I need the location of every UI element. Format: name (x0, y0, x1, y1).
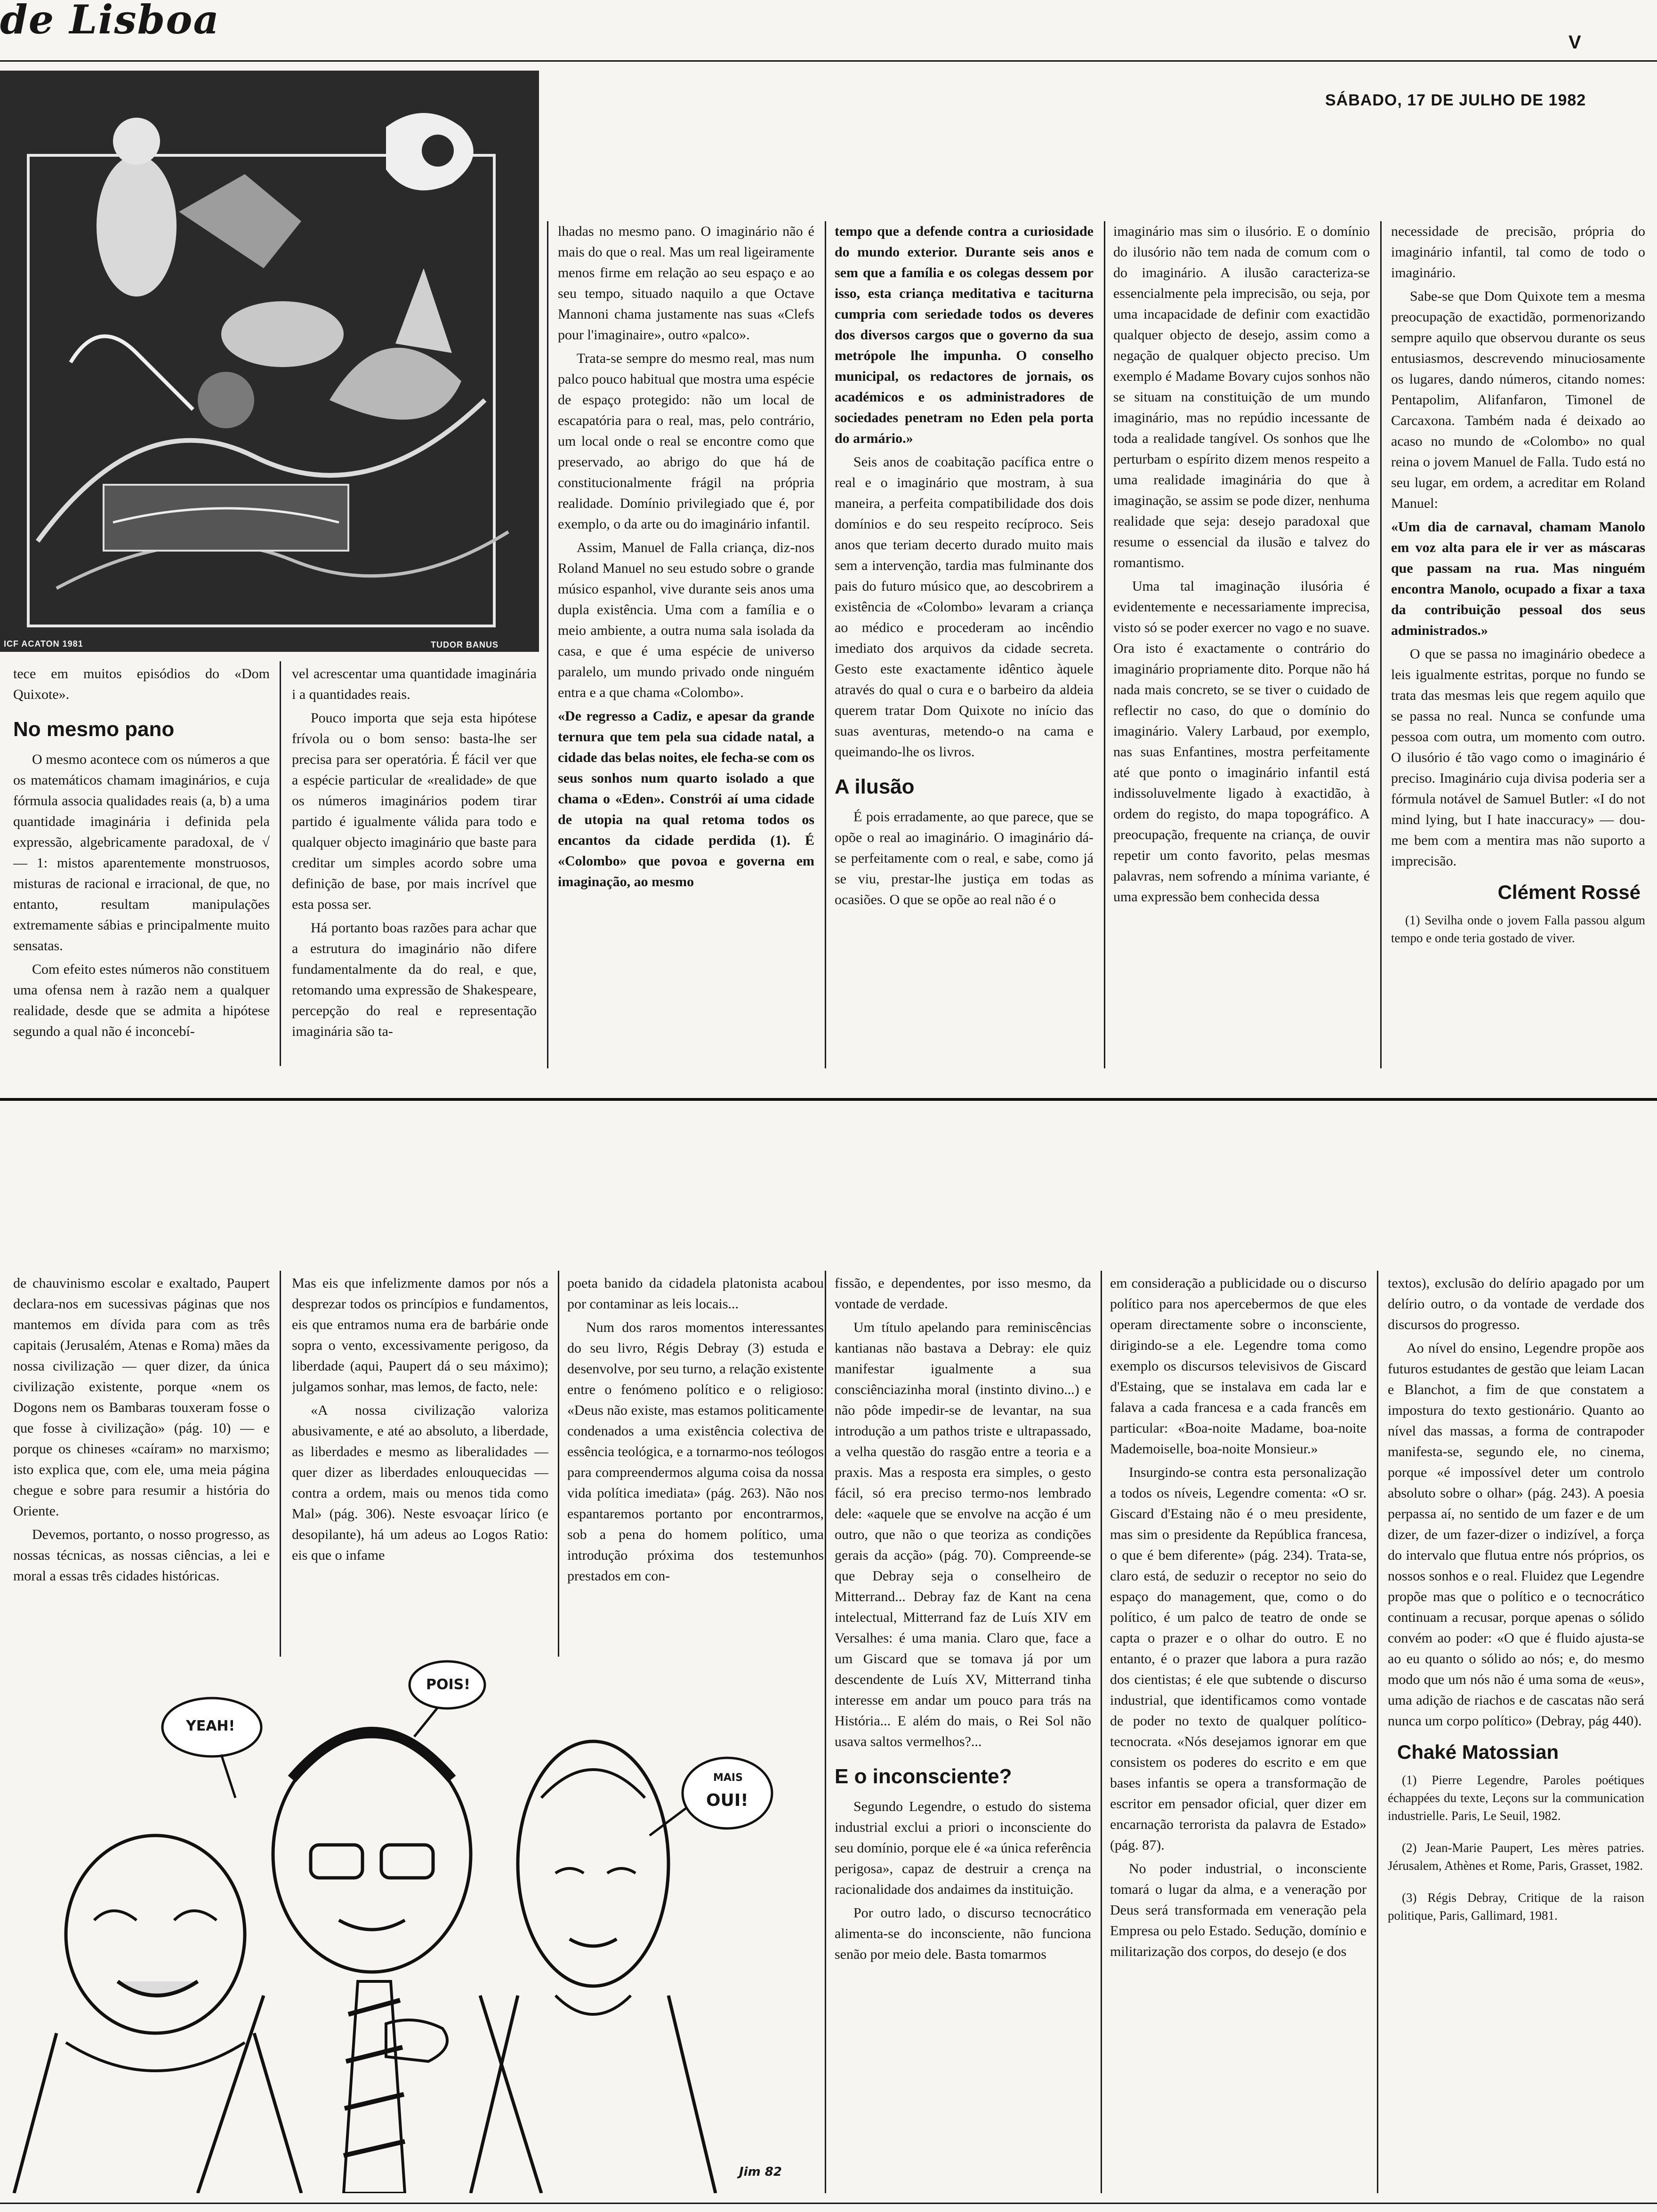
column-rule (1377, 1271, 1378, 2193)
quote-bold: tempo que a defende contra a curiosidade do mundo exterior. Durante seis anos e sem que a família e os colegas dessem por isso, esta criança meditativa e taciturna cumpria com seriedade todos os deveres dos diversos cargos que o governo da sua metrópole lhe impunha. O conselho municipal, os redactores de jornais, os académicos e os administradores de sociedades penetram no Eden pela porta do armário.» (835, 224, 1094, 446)
paragraph: Insurgindo-se contra esta personalização a todos os níveis, Legendre comenta: «O sr. Giscard d'Estaing não é o meu presidente, mas sim o presidente da República francesa, o que é bem diferente» (pág. 234). Trata-se, claro está, de seduzir o receptor no seio do espaço do management, que, como o do político, é um palco de teatro de onde se capta o prazer e o olhar do outro. E no entanto, é o prazer que labora a pura razão dos cientistas; é ele que subtende o discurso industrial, que identificamos como vontade de poder no texto de qualquer político-tecnocrata. «Nós desejamos ignorar em que consistem os poderes do escrito e em que bases infantis se opera a transformação de escritor em pensador oficial, quer dizer em encarnação terrorista da palavra de Estado» (pág. 87). (1110, 1465, 1367, 1853)
article1-column-1 (13, 664, 270, 1073)
column-rule (1101, 1271, 1102, 2193)
reference: (2) Jean-Marie Paupert, Les mères patries. Jérusalem, Athènes et Rome, Paris, Grasset, 1982. (1388, 1841, 1644, 1873)
paragraph: lhadas no mesmo pano. O imaginário não é mais do que o real. Mas um real ligeiramente menos firme em relação ao seu espaço e ao seu tempo, situado naquilo a que Octave Mannoni chama justamente nas suas «Clefs pour l'imaginaire», outro «palco». (558, 224, 814, 343)
article1-column-5 (1113, 221, 1370, 1078)
article1-column-2 (292, 664, 537, 1078)
column-rule (825, 1271, 826, 2193)
illustration-credit-right: TUDOR BANUS (431, 640, 499, 649)
paragraph: fissão, e dependentes, por isso mesmo, da vontade de verdade. (835, 1275, 1091, 1312)
paragraph: É pois erradamente, ao que parece, que se opõe o real ao imaginário. O imaginário dá-se perfeitamente com o real, e sabe, como já se viu, prestar-lhe justiça em todas as ocasiões. O que se opõe ao real não é o (835, 809, 1094, 907)
paragraph: em consideração a publicidade ou o discurso político para nos apercebermos de que eles operam directamente sobre o inconsciente, dirigindo-se a ele. Legendre toma como exemplo os discursos televisivos de Giscard d'Estaing, que se instalava em cada lar e falava a cada francesa e a cada francês em particular: «Boa-noite Madame, boa-noite Mademoiselle, boa-noite Monsieur.» (1110, 1275, 1367, 1457)
author-signature: Clément Rossé (1497, 881, 1641, 903)
article2-column-2 (292, 1273, 548, 1687)
quote-bold: «De regresso a Cadiz, e apesar da grande ternura que tem pela sua cidade natal, a cidade das belas noites, ele fecha-se com os seus sonhos num quarto isolado a que chama o «Eden». Constrói aí uma cidade de utopia na qual retoma todos os encantos da cidade perdida (1). É «Colombo» que povoa e governa em imaginação, ao mesmo (558, 708, 814, 890)
cartoon-drawing (0, 1657, 819, 2193)
paragraph: Uma tal imaginação ilusória é evidentemente e necessariamente imprecisa, visto só se poder exercer no vago e no suave. Ora isto é exactamente o contrário do imaginário propriamente dito. Porque não há nada mais concreto, se se tiver o cuidado de reflectir no caso, do que o domínio do imaginário. Valery Larbaud, por exemplo, nas suas Enfantines, mostra perfeitamente até que ponto o imaginário infantil está indissoluvelmente ligado à exactidão, à ordem do registo, do mapa topográfico. A preocupação, frequente na criança, de ouvir repetir um conto favorito, pelas mesmas palavras, nem sofrendo a mínima variante, é uma expressão bem conhecida dessa (1113, 578, 1370, 905)
surreal-illustration (0, 71, 539, 652)
paragraph: Devemos, portanto, o nosso progresso, as nossas técnicas, as nossas ciências, a lei e moral a essas três cidades históricas. (13, 1527, 270, 1584)
quote-bold: «Um dia de carnaval, chamam Manolo em voz alta para ele ir ver as máscaras que passam na rua. Mas ninguém encontra Manolo, ocupado a fixar a taxa da contribuição pessoal dos seus administrados.» (1391, 519, 1645, 638)
column-rule (558, 1271, 559, 1685)
article1-column-6 (1391, 221, 1645, 1087)
paragraph: tece em muitos episódios do «Dom Quixote». (13, 666, 270, 702)
column-rule (1104, 221, 1105, 1068)
paragraph: Segundo Legendre, o estudo do sistema industrial exclui a priori o inconsciente do seu domínio, porque ele é «a única referência perigosa», capaz de destruir a crença na racionalidade dos andaimes da instituição. (835, 1799, 1091, 1897)
speech-bubble-mais: MAIS (713, 1772, 743, 1784)
paragraph: textos), exclusão do delírio apagado por um delírio outro, o da vontade de verdade dos discursos do progresso. (1388, 1275, 1644, 1332)
paragraph: Sabe-se que Dom Quixote tem a mesma preocupação de exactidão, pormenorizando sempre aquilo que observou durante os seus entusiasmos, descrevendo minuciosamente os lugares, dando números, citando nomes: Pentapolim, Alifanfaron, Timonel de Carcaxona. Também nada é deixado ao acaso no mundo de «Colombo» no qual reina o jovem Manuel de Falla. Tudo está no seu lugar, em ordem, a acreditar em Roland Manuel: (1391, 289, 1645, 511)
column-rule (1380, 221, 1382, 1068)
article2-column-1 (13, 1273, 270, 1687)
paragraph: Mas eis que infelizmente damos por nós a desprezar todos os princípios e fundamentos, eis que entramos numa era de barbárie onde sopra o vento, excessivamente perigoso, da liberdade (aqui, Paupert dá o seu máximo); julgamos sonhar, mas lemos, de facto, nele: (292, 1275, 548, 1395)
reference: (3) Régis Debray, Critique de la raison politique, Paris, Gallimard, 1981. (1388, 1891, 1644, 1923)
speech-bubble-yeah: YEAH! (186, 1718, 235, 1734)
bottom-rule (0, 2203, 1657, 2204)
cartoonist-signature: Jim 82 (739, 2165, 782, 2179)
paragraph: Pouco importa que seja esta hipótese frívola ou o bom senso: basta-lhe ser precisa para ser operatória. É fácil ver que a espécie particular de «realidade» de que os números imaginários podem tirar partido é igualmente válida para todo e qualquer objecto imaginário que baste para creditar um simples acordo sobre uma definição de base, por mais incrível que esta possa ser. (292, 710, 537, 912)
column-rule (825, 221, 826, 1068)
masthead-title: de Lisboa (0, 0, 220, 43)
paragraph: Há portanto boas razões para achar que a estrutura do imaginário não difere fundamentalmente da do real, e que, retomando uma expressão de Shakespeare, percepção do real e representação imaginária são ta- (292, 920, 537, 1039)
paragraph: No poder industrial, o inconsciente tomará o lugar da alma, e a veneração por Deus será transformada em veneração pela Empresa ou pelo Estado. Sedução, domínio e militarização dos corpos, do desejo (e dos (1110, 1861, 1367, 1959)
column-rule (280, 1271, 281, 1685)
subheading-e-o-inconsciente: E o inconsciente? (835, 1765, 1012, 1788)
paragraph: Assim, Manuel de Falla criança, diz-nos Roland Manuel no seu estudo sobre o grande músico espanhol, vive durante seis anos uma dupla existência. Uma com a família e o meio ambiente, a outra numa sala isolada da casa, e que é uma espécie de universo paralelo, um mundo privado onde ninguém entra e a que chama «Colombo». (558, 540, 814, 700)
paragraph: «A nossa civilização valoriza abusivamente, e até ao absoluto, a liberdade, as liberdades e mesmo as liberalidades — quer dizer as liberdades enlouquecidas — contra a ordem, mais ou menos tida como Mal» (pág. 306). Neste esvoaçar lírico (e desopilante), há um adeus ao Logos Ratio: eis que o infame (292, 1403, 548, 1563)
paragraph: imaginário mas sim o ilusório. E o domínio do ilusório não tem nada de comum com o do imaginário. A ilusão caracteriza-se essencialmente pela imprecisão, ou seja, por uma incapacidade de definir com exactidão qualquer objecto de desejo, assim como a negação de qualquer objecto preciso. Um exemplo é Madame Bovary cujos sonhos não se situam na constituição de um mundo imaginário, mas no repúdio incessante de toda a realidade tangível. Os sonhos que lhe perturbam o espírito dizem menos respeito a uma realidade imaginária do que à imaginação, se assim se pode dizer, nenhuma realidade que seja: desejo paradoxal que resume o essencial da ilusão e talvez do romantismo. (1113, 224, 1370, 570)
article2-column-5 (1110, 1273, 1367, 2196)
paragraph: Num dos raros momentos interessantes do seu livro, Régis Debray (3) estuda e desenvolve, por seu turno, a relação existente entre o fenómeno político e o religioso: «Deus não existe, mas estamos politicamente condenados a uma existência colectiva de essência teológica, e a tornarmo-nos teólogos para compreendermos alguma coisa da nossa vida política imediata» (pág. 263). Não nos espantaremos portanto por encontrarmos, sob a pena do homem político, uma introdução próxima dos testemunhos prestados em con- (567, 1320, 824, 1584)
paragraph: de chauvinismo escolar e exaltado, Paupert declara-nos em sucessivas páginas que nos mantemos em dívida para com as três capitais (Jerusalém, Atenas e Roma) mães da nossa civilização — quer dizer, da única civilização existente, porque «nem os Dogons nem os Bambaras touxeram fosse o que fosse à civilização» (pág. 10) — e porque os chineses «caíram» no marxismo; isto explica que, com ele, uma meia página chegue e sobre para resumir a história do Oriente. (13, 1275, 270, 1519)
article2-column-3 (567, 1273, 824, 1687)
politicians-cartoon (0, 1657, 819, 2193)
article2-column-6 (1388, 1273, 1644, 2196)
article2-column-4 (835, 1273, 1091, 2196)
quote-paragraph (558, 706, 814, 892)
page-letter: V (1569, 32, 1581, 53)
subheading-no-mesmo-pano: No mesmo pano (13, 718, 175, 741)
speech-bubble-pois: POIS! (426, 1676, 470, 1693)
column-rule (280, 661, 281, 1066)
column-rule (547, 221, 548, 1068)
reference: (1) Pierre Legendre, Paroles poétiques échappées du texte, Leçons sur la communication industrielle. Paris, Le Seuil, 1982. (1388, 1773, 1644, 1823)
article1-column-3 (558, 221, 814, 1078)
paragraph: Trata-se sempre do mesmo real, mas num palco pouco habitual que mostra uma espécie de espaço protegido: não um local de escapatória para o real, mas, pelo contrário, um local onde o real se encontre como que preservado, ao abrigo do que há de constitucionalmente frágil na própria realidade. Domínio privilegiado que é, por exemplo, o da arte ou do imaginário infantil. (558, 351, 814, 532)
paragraph: O mesmo acontece com os números a que os matemáticos chamam imaginários, e cuja fórmula associa qualidades reais (a, b) a uma quantidade imaginária i definida pela expressão, algebricamente paradoxal, de √ — 1: mistos aparentemente monstruosos, misturas de racional e irracional, de que, no entanto, resultam manipulações extremamente sábias e principalmente muito sensatas. (13, 752, 270, 954)
illustration-artwork (0, 71, 539, 652)
author-signature: Chaké Matossian (1397, 1741, 1559, 1763)
paragraph: O que se passa no imaginário obedece a leis igualmente estritas, porque no fundo se trata das mesmas leis que regem aquilo que se passa no real. Nunca se confunde uma pessoa com outra, um momento com outro. O ilusório é tão vago como o imaginário é preciso. Imaginário cuja divisa poderia ser a fórmula notável de Samuel Butler: «I do not mind lying, but I hate inaccuracy» — dou-me bem com a mentira mas não suporto a imprecisão. (1391, 646, 1645, 869)
section-divider (0, 1098, 1657, 1101)
date-line: SÁBADO, 17 DE JULHO DE 1982 (1325, 91, 1586, 109)
subheading-a-ilusao: A ilusão (835, 775, 915, 798)
paragraph: Ao nível do ensino, Legendre propõe aos futuros estudantes de gestão que leiam Lacan e Blanchot, a fim de que constatem a impostura do texto gestionário. Quanto ao nível das massas, a forma de contrapoder manifesta-se, segundo ele, no cinema, porque «é impossível deter um controlo absoluto sobre o olhar» (pág. 243). A poesia perpassa aí, no sentido de um fazer e de um dizer, de um fazer-dizer o indizível, a força do intervalo que flutua entre nós próprios, os nossos sonhos e o real. Fluidez que Legendre propõe mas que o político e o tecnocrático continuam a recusar, porque apenas o sólido convém ao poder: «O que é fluido ajusta-se ao eu quanto o sólido ao nós; e, do mesmo modo que um nós não é uma soma de «eus», uma adição de riachos e de cascatas não será nunca um corpo político» (Debray, pág 440). (1388, 1340, 1644, 1729)
quote-paragraph (835, 221, 1094, 449)
article1-column-4 (835, 221, 1094, 1078)
paragraph: Por outro lado, o discurso tecnocrático alimenta-se do inconsciente, não funciona senão por meio dele. Basta tomarmos (835, 1905, 1091, 1962)
illustration-credit-left: ICF ACATON 1981 (4, 639, 83, 649)
paragraph: vel acrescentar uma quantidade imaginária i a quantidades reais. (292, 666, 537, 702)
paragraph: Um título apelando para reminiscências kantianas não bastava a Debray: ele quiz manifestar igualmente a sua consciênciazinha moral (instinto divino...) e não pôde impedir-se de levantar, na sua introdução a um pathos triste e ultrapassado, a velha questão do rasgão entre a teoria e a praxis. Mas a resposta era simples, o gesto fácil, só era preciso termo-nos lembrado dele: «aquele que se envolve na acção é um outro, que não o que teoriza as condições gerais da acção» (pág. 70). Compreende-se que Debray seja o conselheiro de Mitterrand... Debray faz de Kant na cena intelectual, Mitterrand faz de Luís XIV em Versalhes: é uma mania. Claro que, face a um Giscard que se tomava já por um descendente de Luís XV, Mitterrand tinha interesse em andar um pouco para trás na História... E além do mais, o Rei Sol não usava saltos vermelhos?... (835, 1320, 1091, 1749)
quote-paragraph (1391, 517, 1645, 641)
paragraph: Seis anos de coabitação pacífica entre o real e o imaginário que mostram, à sua maneira, a perfeita compatibilidade dos dois domínios e do seu respeito recíproco. Seis anos que teriam decerto durado muito mais sem a intervenção, tardia mas fulminante dos pais do futuro músico que, ao descobrirem a existência de «Colombo» levaram a criança ao médico e procederam ao incêndio imediato dos arquivos da cidade secreta. Gesto este exactamente idêntico àquele através do qual o cura e o barbeiro da aldeia querem tratar Dom Quixote no início das suas aventuras, metendo-o na cama e queimando-lhe os livros. (835, 454, 1094, 760)
speech-bubble-oui: OUI! (706, 1791, 748, 1810)
paragraph: poeta banido da cidadela platonista acabou por contaminar as leis locais... (567, 1275, 824, 1312)
paragraph: Com efeito estes números não constituem uma ofensa nem à razão nem a qualquer realidade, desde que se admita a hipótese segundo a qual não é inconcebí- (13, 962, 270, 1039)
masthead-rule (0, 60, 1657, 62)
paragraph: necessidade de precisão, própria do imaginário infantil, tal como de todo o imaginário. (1391, 224, 1645, 281)
footnote: (1) Sevilha onde o jovem Falla passou algum tempo e onde teria gostado de viver. (1391, 913, 1645, 945)
